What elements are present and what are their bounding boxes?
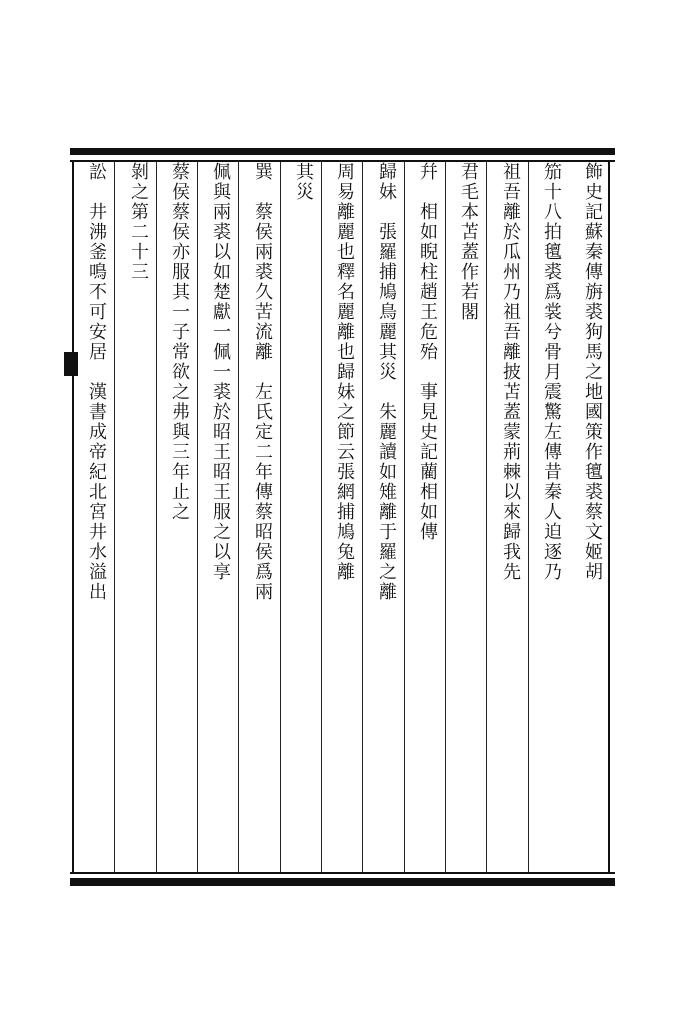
text-column-8: 其災 <box>293 162 314 202</box>
bottom-border <box>70 878 615 886</box>
text-column-5: 幷 相如睨柱趙王危殆 事見史記藺相如傳 <box>417 162 438 542</box>
text-column-9: 巽 蔡侯兩裘久苦流離 左氏定二年傳蔡昭侯爲兩 <box>252 162 273 602</box>
text-column-1: 飾史記蘇秦傳旃裘狗馬之地國策作氊裘蔡文姬胡 <box>582 162 603 582</box>
text-column-7: 周易離麗也釋名麗離也歸妹之節云張網捕鳩兔離 <box>334 162 355 582</box>
top-border <box>70 148 615 155</box>
text-column-2: 笳十八拍氊裘爲裳兮骨月震驚左傳昔秦人迫逐乃 <box>541 162 562 582</box>
text-column-4: 君毛本苫蓋作若閣 <box>458 162 479 322</box>
bottom-border-inner <box>70 872 615 874</box>
text-column-10: 佩與兩裘以如楚獻一佩一裘於昭王昭王服之以享 <box>210 162 231 582</box>
text-column-11: 蔡侯蔡侯亦服其一子常欲之弗與三年止之 <box>169 162 190 522</box>
text-column-3: 祖吾離於瓜州乃祖吾離披苫蓋蒙荊棘以來歸我先 <box>500 162 521 582</box>
text-column-13: 訟 井沸釜鳴不可安居 漢書成帝紀北宮井水溢出 <box>86 162 107 602</box>
text-column-12: 剝之第二十三 <box>128 162 149 282</box>
text-column-6: 歸妹 張羅捕鳩鳥麗其災 朱麗讀如雉離于羅之離 <box>376 162 397 602</box>
